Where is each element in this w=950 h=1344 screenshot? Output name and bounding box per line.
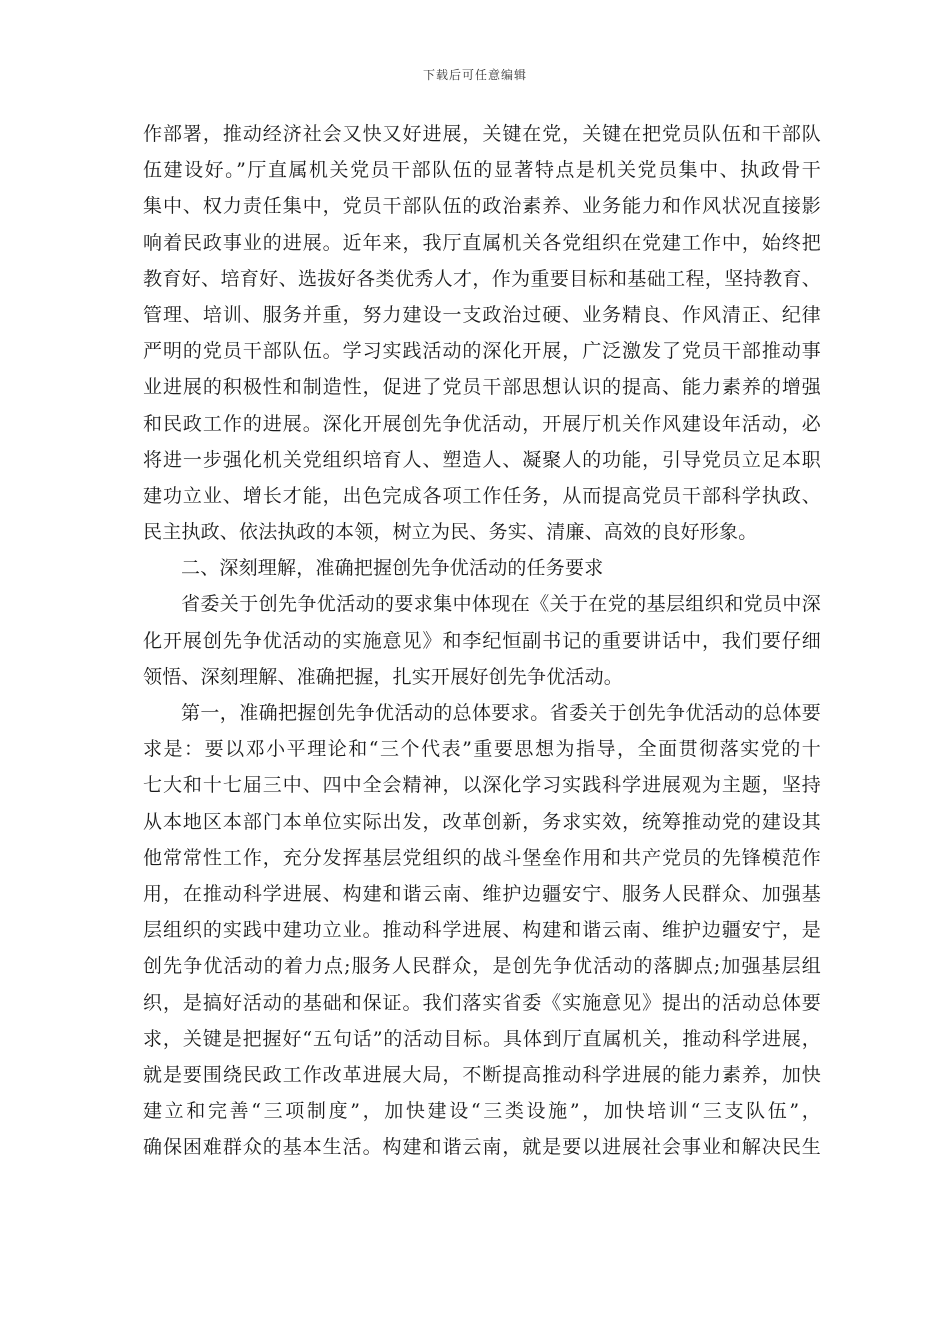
text-line: 求，关键是把握好“五句话”的活动目标。具体到厅直属机关，推动科学进展， xyxy=(143,1027,821,1050)
text-line: 七大和十七届三中、四中全会精神，以深化学习实践科学进展观为主题，坚持 xyxy=(143,774,821,797)
text-line: 省委关于创先争优活动的要求集中体现在《关于在党的基层组织和党员中深 xyxy=(181,593,821,616)
text-line: 化开展创先争优活动的实施意见》和李纪恒副书记的重要讲话中，我们要仔细 xyxy=(143,629,821,652)
text-line: 从本地区本部门本单位实际出发，改革创新，务求实效，统筹推动党的建设其 xyxy=(143,810,821,833)
body-text xyxy=(143,116,821,1165)
text-line: 将进一步强化机关党组织培育人、塑造人、凝聚人的功能，引导党员立足本职 xyxy=(143,448,821,471)
text-line: 民主执政、依法执政的本领，树立为民、务实、清廉、高效的良好形象。 xyxy=(143,521,758,544)
text-line: 严明的党员干部队伍。学习实践活动的深化开展，广泛激发了党员干部推动事 xyxy=(143,340,821,363)
text-line: 织，是搞好活动的基础和保证。我们落实省委《实施意见》提出的活动总体要 xyxy=(143,991,821,1014)
text-line: 作部署，推动经济社会又快又好进展，关键在党，关键在把党员队伍和干部队 xyxy=(143,123,821,145)
header-note: 下载后可任意编辑 xyxy=(422,68,527,82)
text-line: 业进展的积极性和制造性，促进了党员干部思想认识的提高、能力素养的增强 xyxy=(143,376,821,399)
text-line: 求是：要以邓小平理论和“三个代表”重要思想为指导，全面贯彻落实党的十 xyxy=(143,738,821,761)
text-line: 建立和完善“三项制度”，加快建设“三类设施”，加快培训“三支队伍”， xyxy=(143,1100,821,1123)
text-line: 层组织的实践中建功立业。推动科学进展、构建和谐云南、维护边疆安宁，是 xyxy=(143,919,821,942)
text-line: 他常常性工作，充分发挥基层党组织的战斗堡垒作用和共产党员的先锋模范作 xyxy=(143,846,821,869)
text-line: 就是要围绕民政工作改革进展大局，不断提高推动科学进展的能力素养，加快 xyxy=(143,1063,821,1086)
text-line: 集中、权力责任集中，党员干部队伍的政治素养、业务能力和作风状况直接影 xyxy=(143,195,821,218)
text-line: 确保困难群众的基本生活。构建和谐云南，就是要以进展社会事业和解决民生 xyxy=(143,1136,821,1159)
section-heading: 二、深刻理解，准确把握创先争优活动的任务要求 xyxy=(181,557,604,580)
text-line: 教育好、培育好、选拔好各类优秀人才，作为重要目标和基础工程，坚持教育、 xyxy=(143,267,821,290)
text-line: 第一，准确把握创先争优活动的总体要求。省委关于创先争优活动的总体要 xyxy=(181,702,821,724)
text-line: 创先争优活动的着力点;服务人民群众，是创先争优活动的落脚点;加强基层组 xyxy=(143,955,821,978)
text-line: 管理、培训、服务并重，努力建设一支政治过硬、业务精良、作风清正、纪律 xyxy=(143,303,821,326)
text-line: 领悟、深刻理解、准确把握，扎实开展好创先争优活动。 xyxy=(143,665,624,688)
text-line: 响着民政事业的进展。近年来，我厅直属机关各党组织在党建工作中，始终把 xyxy=(143,231,821,254)
text-line: 用，在推动科学进展、构建和谐云南、维护边疆安宁、服务人民群众、加强基 xyxy=(143,882,821,905)
text-line: 和民政工作的进展。深化开展创先争优活动，开展厅机关作风建设年活动，必 xyxy=(143,412,821,435)
text-line: 伍建设好。”厅直属机关党员干部队伍的显著特点是机关党员集中、执政骨干 xyxy=(143,159,821,182)
text-line: 建功立业、增长才能，出色完成各项工作任务，从而提高党员干部科学执政、 xyxy=(143,484,821,507)
